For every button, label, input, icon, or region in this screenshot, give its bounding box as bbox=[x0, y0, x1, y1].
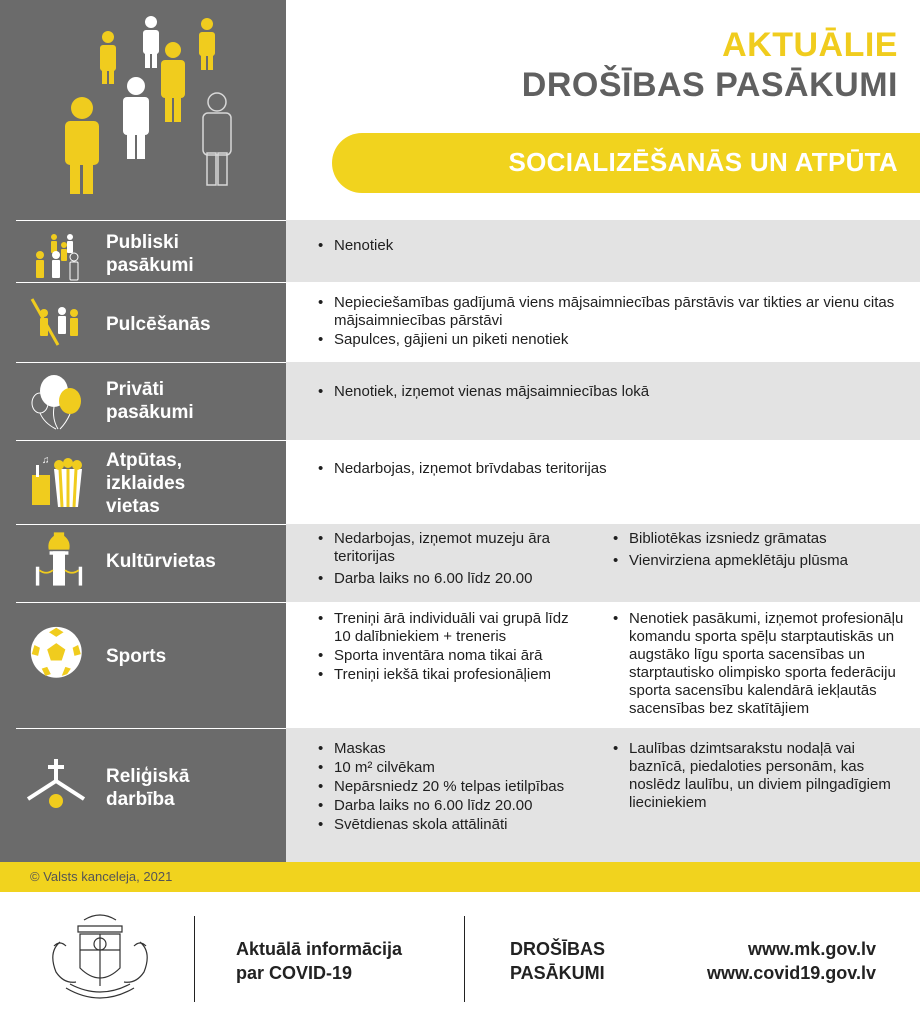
category-cell bbox=[16, 602, 286, 728]
church-cross-icon bbox=[26, 757, 92, 817]
list-item: • Nedarbojas, izņemot muzeju āra teritorijas bbox=[316, 530, 586, 566]
popcorn-drink-icon bbox=[26, 453, 92, 513]
category-label: Privāti pasākumi bbox=[106, 379, 194, 423]
copyright-strip bbox=[0, 862, 920, 892]
section-title: SOCIALIZĒŠANĀS UN ATPŪTA bbox=[508, 147, 898, 177]
category-cell bbox=[16, 362, 286, 440]
list-item: • Nepārsniedz 20 % telpas ietilpības bbox=[316, 778, 596, 796]
title-line-2: DROŠĪBAS PASĀKUMI bbox=[521, 66, 898, 104]
people-group-icon bbox=[26, 229, 92, 289]
copyright-text: © Valsts kanceleja, 2021 bbox=[30, 869, 173, 884]
table-row bbox=[0, 362, 920, 440]
table-row bbox=[0, 440, 920, 524]
people-crowd-illustration bbox=[0, 0, 286, 220]
list-item: • Treniņi ārā individuāli vai grupā līdz 10 dalībniekiem + treneris bbox=[316, 610, 586, 646]
website-links bbox=[707, 937, 876, 985]
table-row bbox=[0, 524, 920, 602]
footer-divider bbox=[464, 916, 465, 1002]
person-figure bbox=[161, 42, 185, 122]
category-cell bbox=[16, 524, 286, 602]
list-item: • Maskas bbox=[316, 740, 596, 758]
measures-text: DROŠĪBAS PASĀKUMI bbox=[510, 939, 606, 983]
list-item: • Svētdienas skola attālināti bbox=[316, 816, 596, 834]
person-figure bbox=[123, 77, 149, 159]
list-item: • Sapulces, gājieni un piketi nenotiek bbox=[316, 331, 896, 349]
list-item: • Nenotiek bbox=[316, 237, 896, 255]
list-item: • Nenotiek pasākumi, izņemot profesionāļu komandu sporta spēļu starptautiskās un augstāko līgu sporta sacensības un starptautisko olimpisko sporta federāciju sporta sacensību kalendārā iekļautās sacensības bez skatītājiem bbox=[611, 610, 911, 718]
category-cell bbox=[16, 440, 286, 524]
list-item: • Vienvirziena apmeklētāju plūsma bbox=[611, 552, 911, 570]
person-figure bbox=[100, 31, 116, 84]
list-item: • Nepieciešamības gadījumā viens mājsaimniecības pārstāvis var tikties ar vienu citas mājsaimniecības pārstāvi bbox=[316, 294, 896, 330]
details-cell bbox=[286, 440, 920, 524]
latvia-coat-of-arms-icon bbox=[40, 912, 160, 1004]
museum-vase-icon bbox=[26, 529, 92, 589]
details-cell bbox=[286, 362, 920, 440]
list-item bbox=[316, 759, 596, 777]
title-line-1: AKTUĀLIE bbox=[722, 26, 898, 64]
category-label: Sports bbox=[106, 646, 167, 667]
no-gathering-icon bbox=[26, 295, 92, 355]
person-figure bbox=[203, 93, 231, 185]
website-link[interactable]: www.mk.gov.lv bbox=[747, 939, 876, 959]
svg-text:♫: ♫ bbox=[42, 455, 50, 466]
category-label: Pulcēšanās bbox=[106, 314, 211, 335]
details-cell bbox=[286, 728, 920, 862]
person-figure bbox=[65, 97, 99, 194]
details-cell bbox=[286, 524, 920, 602]
category-cell bbox=[16, 282, 286, 362]
list-item-text: 10 m² cilvēkam bbox=[334, 759, 435, 776]
list-item: • Darba laiks no 6.00 līdz 20.00 bbox=[316, 570, 586, 588]
category-label: Atpūtas, izklaides vietas bbox=[106, 450, 186, 517]
list-item: • Treniņi iekšā tikai profesionāļiem bbox=[316, 666, 586, 684]
details-cell bbox=[286, 282, 920, 362]
category-label: Publiski pasākumi bbox=[106, 232, 194, 276]
person-figure bbox=[199, 18, 215, 70]
details-cell bbox=[286, 220, 920, 282]
website-link[interactable]: www.covid19.gov.lv bbox=[706, 963, 876, 983]
footer bbox=[0, 892, 920, 1024]
person-figure bbox=[143, 16, 159, 68]
category-cell bbox=[16, 728, 286, 862]
list-item: • Laulības dzimtsarakstu nodaļā vai baznīcā, piedaloties personām, kas noslēdz laulību, un diviem pilngadīgiem lieciniekiem bbox=[611, 740, 901, 812]
category-label: Reliģiskā darbība bbox=[106, 766, 190, 810]
list-item: • Nenotiek, izņemot vienas mājsaimniecības lokā bbox=[316, 383, 896, 401]
table-row bbox=[0, 728, 920, 862]
category-label: Kultūrvietas bbox=[106, 551, 216, 572]
section-banner bbox=[332, 133, 920, 193]
soccer-ball-icon bbox=[26, 625, 92, 685]
table-row bbox=[0, 602, 920, 728]
list-item: • Sporta inventāra noma tikai ārā bbox=[316, 647, 586, 665]
balloons-icon bbox=[26, 371, 92, 431]
list-item: • Bibliotēkas izsniedz grāmatas bbox=[611, 530, 911, 548]
list-item: • Nedarbojas, izņemot brīvdabas teritorijas bbox=[316, 460, 896, 478]
table-row bbox=[0, 282, 920, 362]
footer-divider bbox=[194, 916, 195, 1002]
table-row bbox=[0, 220, 920, 282]
category-cell bbox=[16, 220, 286, 282]
covid-info-text: Aktuālā informācija par COVID-19 bbox=[236, 939, 403, 983]
list-item: • Darba laiks no 6.00 līdz 20.00 bbox=[316, 797, 596, 815]
details-cell bbox=[286, 602, 920, 728]
